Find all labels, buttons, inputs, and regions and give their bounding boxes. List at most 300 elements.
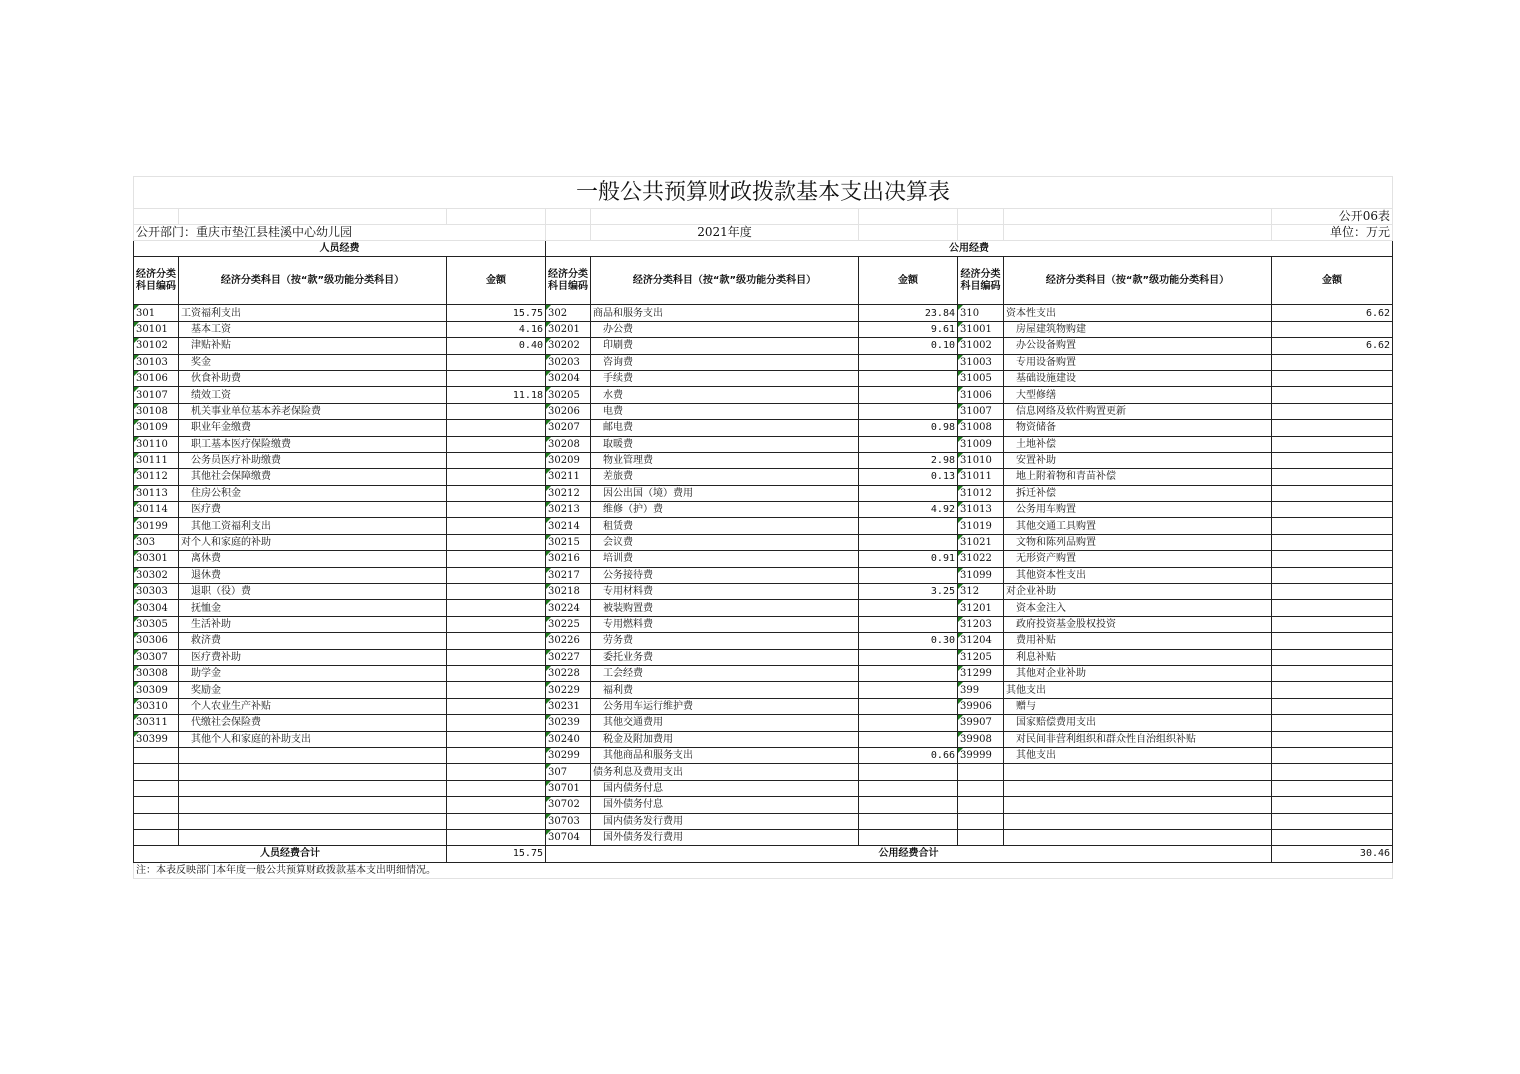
account-name: 伙食补助费 [179, 370, 447, 386]
account-code [134, 764, 179, 780]
account-code: 31201 [958, 600, 1004, 616]
table-row [134, 665, 1393, 681]
account-amount: 0.10 [859, 338, 958, 354]
account-name: 公务员医疗补助缴费 [179, 452, 447, 468]
account-name: 津贴补贴 [179, 338, 447, 354]
table-note: 注：本表反映部门本年度一般公共预算财政拨款基本支出明细情况。 [134, 862, 1393, 878]
account-name: 委托业务费 [591, 649, 859, 665]
account-name: 维修（护）费 [591, 502, 859, 518]
table-row [134, 518, 1393, 534]
table-row [134, 731, 1393, 747]
account-amount [447, 420, 546, 436]
account-amount [1272, 665, 1393, 681]
account-code: 31203 [958, 616, 1004, 632]
section-personnel: 人员经费 [134, 241, 546, 257]
account-amount: 23.84 [859, 305, 958, 321]
col-header-name: 经济分类科目（按“款”级功能分类科目） [591, 257, 859, 305]
account-name: 基础设施建设 [1004, 370, 1272, 386]
col-header-code: 经济分类科目编码 [134, 257, 179, 305]
account-name: 其他个人和家庭的补助支出 [179, 731, 447, 747]
account-code: 30239 [546, 715, 591, 731]
unit-label: 单位：万元 [1272, 225, 1393, 241]
col-header-name: 经济分类科目（按“款”级功能分类科目） [179, 257, 447, 305]
account-code: 30299 [546, 747, 591, 763]
account-amount [1272, 485, 1393, 501]
account-code: 30399 [134, 731, 179, 747]
table-row [134, 747, 1393, 763]
account-amount [859, 813, 958, 829]
account-code: 30201 [546, 321, 591, 337]
account-name: 生活补助 [179, 616, 447, 632]
account-amount: 11.18 [447, 387, 546, 403]
account-amount [1272, 633, 1393, 649]
account-code: 30203 [546, 354, 591, 370]
account-name: 无形资产购置 [1004, 551, 1272, 567]
account-code [958, 797, 1004, 813]
account-code: 31022 [958, 551, 1004, 567]
account-amount [1272, 649, 1393, 665]
account-name: 离休费 [179, 551, 447, 567]
account-name: 退休费 [179, 567, 447, 583]
account-amount [447, 436, 546, 452]
account-code: 39908 [958, 731, 1004, 747]
account-code: 30227 [546, 649, 591, 665]
account-name: 大型修缮 [1004, 387, 1272, 403]
account-amount [1272, 354, 1393, 370]
account-name: 咨询费 [591, 354, 859, 370]
account-code: 30701 [546, 780, 591, 796]
account-name: 物业管理费 [591, 452, 859, 468]
account-code: 30217 [546, 567, 591, 583]
account-amount [1272, 797, 1393, 813]
account-name: 地上附着物和青苗补偿 [1004, 469, 1272, 485]
account-code: 30113 [134, 485, 179, 501]
account-name: 绩效工资 [179, 387, 447, 403]
account-code: 30102 [134, 338, 179, 354]
account-amount: 0.30 [859, 633, 958, 649]
account-code: 30204 [546, 370, 591, 386]
account-amount [1272, 715, 1393, 731]
account-name: 水费 [591, 387, 859, 403]
table-row [134, 403, 1393, 419]
account-code [958, 764, 1004, 780]
account-amount: 6.62 [1272, 338, 1393, 354]
account-code: 30228 [546, 665, 591, 681]
account-code: 30208 [546, 436, 591, 452]
account-code: 30107 [134, 387, 179, 403]
table-row [134, 715, 1393, 731]
account-code: 31005 [958, 370, 1004, 386]
table-row [134, 534, 1393, 550]
page-title: 一般公共预算财政拨款基本支出决算表 [134, 177, 1393, 209]
account-amount [1272, 813, 1393, 829]
account-name: 因公出国（境）费用 [591, 485, 859, 501]
account-code [134, 829, 179, 845]
account-code: 399 [958, 682, 1004, 698]
account-name [1004, 780, 1272, 796]
account-code: 30229 [546, 682, 591, 698]
account-amount [859, 665, 958, 681]
account-amount [859, 403, 958, 419]
account-amount [447, 534, 546, 550]
account-name: 税金及附加费用 [591, 731, 859, 747]
account-amount [859, 698, 958, 714]
table-row [134, 649, 1393, 665]
account-amount [447, 797, 546, 813]
table-row [134, 452, 1393, 468]
account-amount [859, 518, 958, 534]
account-code: 301 [134, 305, 179, 321]
account-code: 30302 [134, 567, 179, 583]
account-amount [1272, 682, 1393, 698]
account-amount [1272, 420, 1393, 436]
account-code: 312 [958, 584, 1004, 600]
account-amount [859, 764, 958, 780]
account-name: 对企业补助 [1004, 584, 1272, 600]
account-code: 30226 [546, 633, 591, 649]
account-code: 30202 [546, 338, 591, 354]
account-name: 政府投资基金股权投资 [1004, 616, 1272, 632]
account-amount [859, 485, 958, 501]
table-row [134, 633, 1393, 649]
account-name: 房屋建筑物购建 [1004, 321, 1272, 337]
col-header-code: 经济分类科目编码 [546, 257, 591, 305]
account-amount [447, 469, 546, 485]
account-code: 31299 [958, 665, 1004, 681]
account-amount [859, 649, 958, 665]
account-code: 30311 [134, 715, 179, 731]
account-amount [1272, 780, 1393, 796]
account-name: 住房公积金 [179, 485, 447, 501]
account-amount: 0.40 [447, 338, 546, 354]
account-code: 30206 [546, 403, 591, 419]
account-amount: 0.98 [859, 420, 958, 436]
account-amount [1272, 469, 1393, 485]
account-name [179, 797, 447, 813]
account-amount [1272, 370, 1393, 386]
account-amount [1272, 731, 1393, 747]
account-code [958, 829, 1004, 845]
account-code: 30214 [546, 518, 591, 534]
account-name [179, 764, 447, 780]
account-amount [447, 780, 546, 796]
account-amount [1272, 567, 1393, 583]
account-code: 303 [134, 534, 179, 550]
table-row [134, 829, 1393, 845]
account-name: 医疗费补助 [179, 649, 447, 665]
account-code: 30231 [546, 698, 591, 714]
account-amount [447, 829, 546, 845]
account-code: 30101 [134, 321, 179, 337]
account-name: 租赁费 [591, 518, 859, 534]
table-row [134, 600, 1393, 616]
account-name: 公务接待费 [591, 567, 859, 583]
account-name: 对民间非营利组织和群众性自治组织补贴 [1004, 731, 1272, 747]
account-amount [1272, 534, 1393, 550]
account-name: 被装购置费 [591, 600, 859, 616]
account-name: 其他工资福利支出 [179, 518, 447, 534]
account-code: 30111 [134, 452, 179, 468]
public-total-label: 公用经费合计 [546, 846, 1272, 862]
account-name: 国外债务发行费用 [591, 829, 859, 845]
account-code: 31003 [958, 354, 1004, 370]
account-name [1004, 829, 1272, 845]
account-code: 30106 [134, 370, 179, 386]
account-amount [859, 797, 958, 813]
account-name: 商品和服务支出 [591, 305, 859, 321]
account-amount [1272, 764, 1393, 780]
account-name: 对个人和家庭的补助 [179, 534, 447, 550]
account-name [179, 747, 447, 763]
account-amount: 4.16 [447, 321, 546, 337]
account-code: 30207 [546, 420, 591, 436]
account-amount [859, 731, 958, 747]
account-amount: 6.62 [1272, 305, 1393, 321]
account-name: 手续费 [591, 370, 859, 386]
account-code: 30704 [546, 829, 591, 845]
account-amount [859, 682, 958, 698]
account-code: 310 [958, 305, 1004, 321]
personnel-total-value: 15.75 [447, 846, 546, 862]
account-name: 基本工资 [179, 321, 447, 337]
table-row [134, 813, 1393, 829]
account-code: 30218 [546, 584, 591, 600]
account-code: 30209 [546, 452, 591, 468]
expenditure-table [133, 176, 1393, 879]
account-amount [859, 715, 958, 731]
account-code: 30114 [134, 502, 179, 518]
account-amount [859, 534, 958, 550]
account-amount [859, 829, 958, 845]
account-amount [447, 682, 546, 698]
account-amount: 0.66 [859, 747, 958, 763]
account-name: 会议费 [591, 534, 859, 550]
table-row [134, 387, 1393, 403]
col-header-code: 经济分类科目编码 [958, 257, 1004, 305]
account-amount [1272, 600, 1393, 616]
account-name [1004, 764, 1272, 780]
account-code: 30702 [546, 797, 591, 813]
account-code: 30225 [546, 616, 591, 632]
account-name: 安置补助 [1004, 452, 1272, 468]
account-code: 31021 [958, 534, 1004, 550]
account-amount [447, 747, 546, 763]
account-amount [447, 764, 546, 780]
account-amount: 3.25 [859, 584, 958, 600]
account-amount [447, 403, 546, 419]
account-code [134, 813, 179, 829]
account-name: 代缴社会保险费 [179, 715, 447, 731]
section-public: 公用经费 [546, 241, 1393, 257]
account-name: 公务用车运行维护费 [591, 698, 859, 714]
account-name: 其他支出 [1004, 747, 1272, 763]
account-name: 个人农业生产补贴 [179, 698, 447, 714]
account-amount [447, 370, 546, 386]
account-amount [859, 436, 958, 452]
account-name: 职业年金缴费 [179, 420, 447, 436]
account-code: 39999 [958, 747, 1004, 763]
account-code: 31007 [958, 403, 1004, 419]
account-code: 39906 [958, 698, 1004, 714]
account-name: 抚恤金 [179, 600, 447, 616]
account-name: 职工基本医疗保险缴费 [179, 436, 447, 452]
account-name: 专用燃料费 [591, 616, 859, 632]
account-code: 31011 [958, 469, 1004, 485]
col-header-amount: 金额 [1272, 257, 1393, 305]
table-row [134, 338, 1393, 354]
account-name: 取暖费 [591, 436, 859, 452]
account-amount [1272, 502, 1393, 518]
account-name: 机关事业单位基本养老保险费 [179, 403, 447, 419]
account-amount [447, 354, 546, 370]
public-total-value: 30.46 [1272, 846, 1393, 862]
account-amount: 0.13 [859, 469, 958, 485]
account-code: 302 [546, 305, 591, 321]
account-name: 文物和陈列品购置 [1004, 534, 1272, 550]
account-code: 30199 [134, 518, 179, 534]
account-name: 资本性支出 [1004, 305, 1272, 321]
account-name: 其他社会保障缴费 [179, 469, 447, 485]
account-code: 31006 [958, 387, 1004, 403]
account-code: 30205 [546, 387, 591, 403]
account-amount [447, 813, 546, 829]
table-row [134, 797, 1393, 813]
account-name: 印刷费 [591, 338, 859, 354]
table-row [134, 469, 1393, 485]
account-amount [859, 370, 958, 386]
account-code: 30216 [546, 551, 591, 567]
account-amount [1272, 387, 1393, 403]
account-code: 30307 [134, 649, 179, 665]
table-row [134, 698, 1393, 714]
account-name: 电费 [591, 403, 859, 419]
account-name: 国外债务付息 [591, 797, 859, 813]
table-row [134, 502, 1393, 518]
account-amount [859, 567, 958, 583]
account-amount [1272, 698, 1393, 714]
col-header-name: 经济分类科目（按“款”级功能分类科目） [1004, 257, 1272, 305]
account-name: 公务用车购置 [1004, 502, 1272, 518]
account-code: 31013 [958, 502, 1004, 518]
account-name: 信息网络及软件购置更新 [1004, 403, 1272, 419]
account-code: 30215 [546, 534, 591, 550]
account-code: 30108 [134, 403, 179, 419]
account-name [1004, 813, 1272, 829]
account-amount [447, 698, 546, 714]
account-code: 31204 [958, 633, 1004, 649]
account-name: 差旅费 [591, 469, 859, 485]
table-row [134, 485, 1393, 501]
account-name: 救济费 [179, 633, 447, 649]
account-code: 30103 [134, 354, 179, 370]
table-row [134, 682, 1393, 698]
account-name: 费用补贴 [1004, 633, 1272, 649]
account-amount [447, 584, 546, 600]
account-name [179, 780, 447, 796]
account-code: 30303 [134, 584, 179, 600]
account-code: 30703 [546, 813, 591, 829]
account-name: 办公设备购置 [1004, 338, 1272, 354]
account-code: 30240 [546, 731, 591, 747]
account-code: 31002 [958, 338, 1004, 354]
account-name: 奖金 [179, 354, 447, 370]
table-row [134, 305, 1393, 321]
table-row [134, 370, 1393, 386]
department-label: 公开部门：重庆市垫江县桂溪中心幼儿园 [134, 225, 546, 241]
account-name [1004, 797, 1272, 813]
account-name: 福利费 [591, 682, 859, 698]
account-name: 其他交通费用 [591, 715, 859, 731]
table-row [134, 436, 1393, 452]
account-amount [1272, 518, 1393, 534]
account-code: 31008 [958, 420, 1004, 436]
account-amount [447, 649, 546, 665]
account-name: 专用材料费 [591, 584, 859, 600]
account-name: 物资储备 [1004, 420, 1272, 436]
account-code: 307 [546, 764, 591, 780]
account-amount [859, 600, 958, 616]
account-name: 其他商品和服务支出 [591, 747, 859, 763]
account-amount [1272, 747, 1393, 763]
account-name: 债务利息及费用支出 [591, 764, 859, 780]
expenditure-sheet [133, 176, 1392, 879]
account-amount: 9.61 [859, 321, 958, 337]
account-amount: 4.92 [859, 502, 958, 518]
account-code: 30212 [546, 485, 591, 501]
account-name: 其他交通工具购置 [1004, 518, 1272, 534]
account-name: 国内债务发行费用 [591, 813, 859, 829]
account-code: 30112 [134, 469, 179, 485]
account-code: 30304 [134, 600, 179, 616]
account-code: 31019 [958, 518, 1004, 534]
account-amount [447, 452, 546, 468]
col-header-amount: 金额 [859, 257, 958, 305]
account-name: 奖励金 [179, 682, 447, 698]
account-name: 其他支出 [1004, 682, 1272, 698]
account-amount [1272, 452, 1393, 468]
account-name: 办公费 [591, 321, 859, 337]
account-code [958, 813, 1004, 829]
account-amount: 0.91 [859, 551, 958, 567]
account-code: 31010 [958, 452, 1004, 468]
account-amount [1272, 321, 1393, 337]
account-amount [859, 616, 958, 632]
account-name: 助学金 [179, 665, 447, 681]
table-row [134, 584, 1393, 600]
col-header-amount: 金额 [447, 257, 546, 305]
account-code [134, 797, 179, 813]
account-amount [1272, 584, 1393, 600]
account-name: 其他对企业补助 [1004, 665, 1272, 681]
account-amount [447, 633, 546, 649]
account-amount [1272, 616, 1393, 632]
account-code: 30308 [134, 665, 179, 681]
table-row [134, 567, 1393, 583]
account-code: 30213 [546, 502, 591, 518]
table-row [134, 616, 1393, 632]
account-code: 31009 [958, 436, 1004, 452]
account-code: 39907 [958, 715, 1004, 731]
account-name: 培训费 [591, 551, 859, 567]
account-amount [447, 567, 546, 583]
account-name [179, 813, 447, 829]
account-code [958, 780, 1004, 796]
account-code: 30310 [134, 698, 179, 714]
account-name: 拆迁补偿 [1004, 485, 1272, 501]
account-name: 赠与 [1004, 698, 1272, 714]
account-code: 30211 [546, 469, 591, 485]
account-code: 30305 [134, 616, 179, 632]
